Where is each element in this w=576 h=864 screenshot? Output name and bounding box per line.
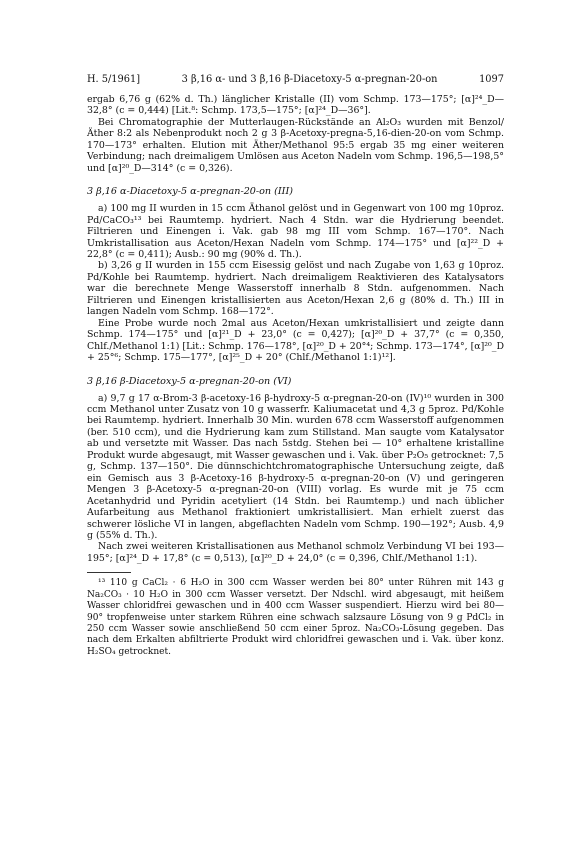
section-iii-paragraph: Eine Probe wurde noch 2mal aus Aceton/Hexan umkristallisiert und zeigte dann Schmp. 174—175° und [α]²¹_D + 23,0° (c = 0,427); [α]²⁰_D + 37,7° (c = 0,350, Chlf./Methanol 1:1) [Lit.: Schmp. 176—178°, [α]²⁰_D + 20°⁴; Schmp. 173—174°, [α]²⁰_D + 25°⁶; Schmp. 175—177°, [α]²⁵_D + 20° (Chlf./Methanol 1:1)¹²].: [87, 317, 504, 364]
section-iii-paragraph: a) 100 mg II wurden in 15 ccm Äthanol gelöst und in Gegenwart von 100 mg 10proz. Pd/CaCO₃¹³ bei Raumtemp. hydriert. Nach 4 Stdn. war die Hydrierung beendet. Filtrieren und Einengen i. Vak. gab 98 mg III vom Schmp. 167—170°. Nach Umkristallisation aus Aceton/Hexan Nadeln vom Schmp. 174—175° und [α]²²_D + 22,8° (c = 0,411); Ausb.: 90 mg (90% d. Th.).: [87, 203, 504, 260]
header-issue: H. 5/1961]: [87, 74, 141, 85]
footnote-13: ¹³ 110 g CaCl₂ · 6 H₂O in 300 ccm Wasser werden bei 80° unter Rühren mit 143 g Na₂CO₃ · 10 H₂O in 300 ccm Wasser versetzt. Der Ndschl. wird abgesaugt, mit heißem Wasser chloridfrei gewaschen und in 400 ccm Wasser suspendiert. Hierzu wird bei 80—90° tropfenweise unter starkem Rühren eine schwach salzsaure Lösung von 9 g PdCl₂ in 250 ccm Wasser sowie anschließend 50 ccm einer 5proz. Na₂CO₃-Lösung gegeben. Das nach dem Erkalten abfiltrierte Produkt wird chloridfrei gewaschen und i. Vak. über konz. H₂SO₄ getrocknet.: [87, 578, 504, 657]
section-iii-paragraph: b) 3,26 g II wurden in 155 ccm Eisessig gelöst und nach Zugabe von 1,63 g 10proz. Pd/Kohle bei Raumtemp. hydriert. Nach dreimaligem Reaktivieren des Katalysators war die berechnete Menge Wasserstoff innerhalb 8 Stdn. aufgenommen. Nach Filtrieren und Einengen kristallisierten aus Aceton/Hexan 2,6 g (80% d. Th.) III in langen Nadeln vom Schmp. 168—172°.: [87, 260, 504, 318]
section-vi-paragraph: Nach zwei weiteren Kristallisationen aus Methanol schmolz Verbindung VI bei 193—195°; [α]²⁴_D + 17,8° (c = 0,513), [α]²⁰_D + 24,0° (c = 0,396, Chlf./Methanol 1:1).: [87, 541, 504, 564]
footnote-rule: [87, 572, 131, 573]
page-number: 1097: [479, 74, 504, 85]
intro-paragraph: ergab 6,76 g (62% d. Th.) länglicher Kristalle (II) vom Schmp. 173—175°; [α]²⁴_D—32,8° (c = 0,444) [Lit.⁸: Schmp. 173,5—175°; [α]²⁴_D—36°].: [87, 94, 504, 117]
header-title: 3 β,16 α- und 3 β,16 β-Diacetoxy-5 α-pregnan-20-on: [181, 74, 438, 85]
intro-paragraph: Bei Chromatographie der Mutterlaugen-Rückstände an Al₂O₃ wurden mit Benzol/Äther 8:2 als Nebenprodukt noch 2 g 3 β-Acetoxy-pregna-5,16-dien-20-on vom Schmp. 170—173° erhalten. Elution mit Äther/Methanol 95:5 ergab 35 mg einer weiteren Verbindung; nach dreimaligem Umlösen aus Aceton Nadeln vom Schmp. 196,5—198,5° und [α]²⁰_D—314° (c = 0,326).: [87, 116, 504, 174]
running-header: [87, 74, 504, 88]
section-heading-vi: 3 β,16 β-Diacetoxy-5 α-pregnan-20-on (VI): [87, 375, 292, 387]
journal-page: [87, 74, 504, 658]
section-vi-paragraph: a) 9,7 g 17 α-Brom-3 β-acetoxy-16 β-hydroxy-5 α-pregnan-20-on (IV)¹⁰ wurden in 300 ccm Methanol unter Zusatz von 10 g wasserfr. Kaliumacetat und 4,3 g 5proz. Pd/Kohle bei Raumtemp. hydriert. Innerhalb 30 Min. wurden 678 ccm Wasserstoff aufgenommen (ber. 510 ccm), und die Hydrierung kam zum Stillstand. Man saugte vom Katalysator ab und versetzte mit Wasser. Das nach 5stdg. Stehen bei — 10° erhaltene kristalline Produkt wurde abgesaugt, mit Wasser gewaschen und i. Vak. über P₂O₅ getrocknet: 7,5 g, Schmp. 137—150°. Die dünnschichtchromatographische Untersuchung zeigte, daß ein Gemisch aus 3 β-Acetoxy-16 β-hydroxy-5 α-pregnan-20-on (V) und geringeren Mengen 3 β-Acetoxy-5 α-pregnan-20-on (VIII) vorlag. Es wurde mit je 75 ccm Acetanhydrid und Pyridin acetyliert (14 Stdn. bei Raumtemp.) und nach üblicher Aufarbeitung aus Methanol fraktioniert umkristallisiert. Man erhielt zuerst das schwerer lösliche VI in langen, abgeflachten Nadeln vom Schmp. 190—192°; Ausb. 4,9 g (55% d. Th.).: [87, 392, 504, 541]
section-heading-iii: 3 β,16 α-Diacetoxy-5 α-pregnan-20-on (III): [87, 186, 294, 198]
